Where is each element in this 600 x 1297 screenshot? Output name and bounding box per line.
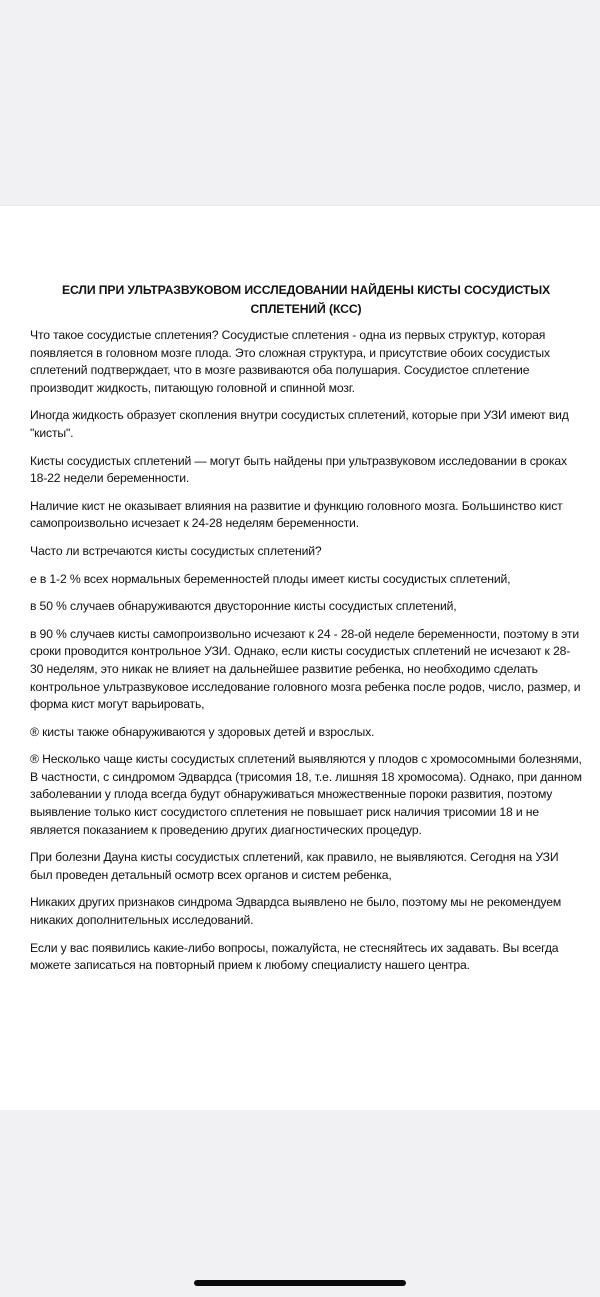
paragraph-1-2-percent: е в 1-2 % всех нормальных беременностей плоды имеет кисты сосудистых сплетений, [30, 571, 511, 586]
paragraph-90-percent: в 90 % случаев кисты самопроизвольно исчезают к 24 - 28-ой неделе беременности, поэтому в эти сроки проводится контрольное УЗИ. Однако, если кисты сосудистых сплетений не исчезают к 28-30 неделям, это никак не влияет на дальнейшее развитие ребенка, но необходимо сделать контрольное ультразвуковое исследование головного мозга ребенка после родов, число, размер, и форма кист могут варьировать, [30, 626, 581, 712]
paragraph-no-influence: Наличие кист не оказывает влияния на развитие и функцию головного мозга. Большинство кист самопроизвольно исчезает к 24-28 неделям беременности. [30, 498, 563, 531]
document-page[interactable] [0, 206, 600, 1110]
paragraph-chromosomal: ® Несколько чаще кисты сосудистых сплетений выявляются у плодов с хромосомными болезнями, В частности, с синдромом Эдвардса (трисомия 18, т.е. лишняя 18 хромосома). Однако, при данном заболевании у плода всегда будут обнаруживаться множественные пороки развития, поэтому выявление только кист сосудистого сплетения не повышает риск наличия трисомии 18 и не является показанием к проведению других диагностических процедур. [30, 752, 582, 837]
paragraph-healthy-children: ® кисты также обнаруживаются у здоровых детей и взрослых. [30, 724, 375, 739]
paragraph-no-signs: Никаких других признаков синдрома Эдвардса выявлено не было, поэтому мы не рекомендуем никаких дополнительных исследований. [30, 895, 562, 928]
document-content [30, 281, 582, 985]
viewer-bottom-background [0, 1110, 600, 1297]
paragraph-down-syndrome: При болезни Дауна кисты сосудистых сплетений, как правило, не выявляются. Сегодня на УЗИ был проведен детальный осмотр всех органов и систем ребенка, [30, 850, 559, 882]
paragraph-detection-weeks: Кисты сосудистых сплетений — могут быть найдены при ультразвуковом исследовании в сроках 18-22 недели беременности. [30, 453, 567, 486]
paragraph-what-are-plexuses: Что такое сосудистые сплетения? Сосудистые сплетения - одна из первых структур, которая появляется в головном мозге плода. Это сложная структура, и присутствие обоих сосудистых сплетений подтверждает, что в мозге развиваются оба полушария. Сосудистое сплетение производит жидкость, питающую головной и спинной мозг. [30, 328, 550, 395]
home-indicator[interactable] [194, 1280, 406, 1286]
viewer-top-background [0, 0, 600, 206]
paragraph-questions: Если у вас появились какие-либо вопросы, пожалуйста, не стесняйтесь их задавать. Вы всегда можете записаться на повторный прием к любому специалисту нашего центра. [30, 940, 559, 973]
paragraph-frequency-question: Часто ли встречаются кисты сосудистых сплетений? [30, 543, 322, 558]
document-title: ЕСЛИ ПРИ УЛЬТРАЗВУКОВОМ ИССЛЕДОВАНИИ НАЙДЕНЫ КИСТЫ СОСУДИСТЫХ СПЛЕТЕНИЙ (КСС) [61, 283, 551, 316]
paragraph-50-percent: в 50 % случаев обнаруживаются двусторонние кисты сосудистых сплетений, [30, 599, 457, 614]
paragraph-fluid-cysts: Иногда жидкость образует скопления внутри сосудистых сплетений, которые при УЗИ имеют вид "кисты". [30, 408, 569, 440]
